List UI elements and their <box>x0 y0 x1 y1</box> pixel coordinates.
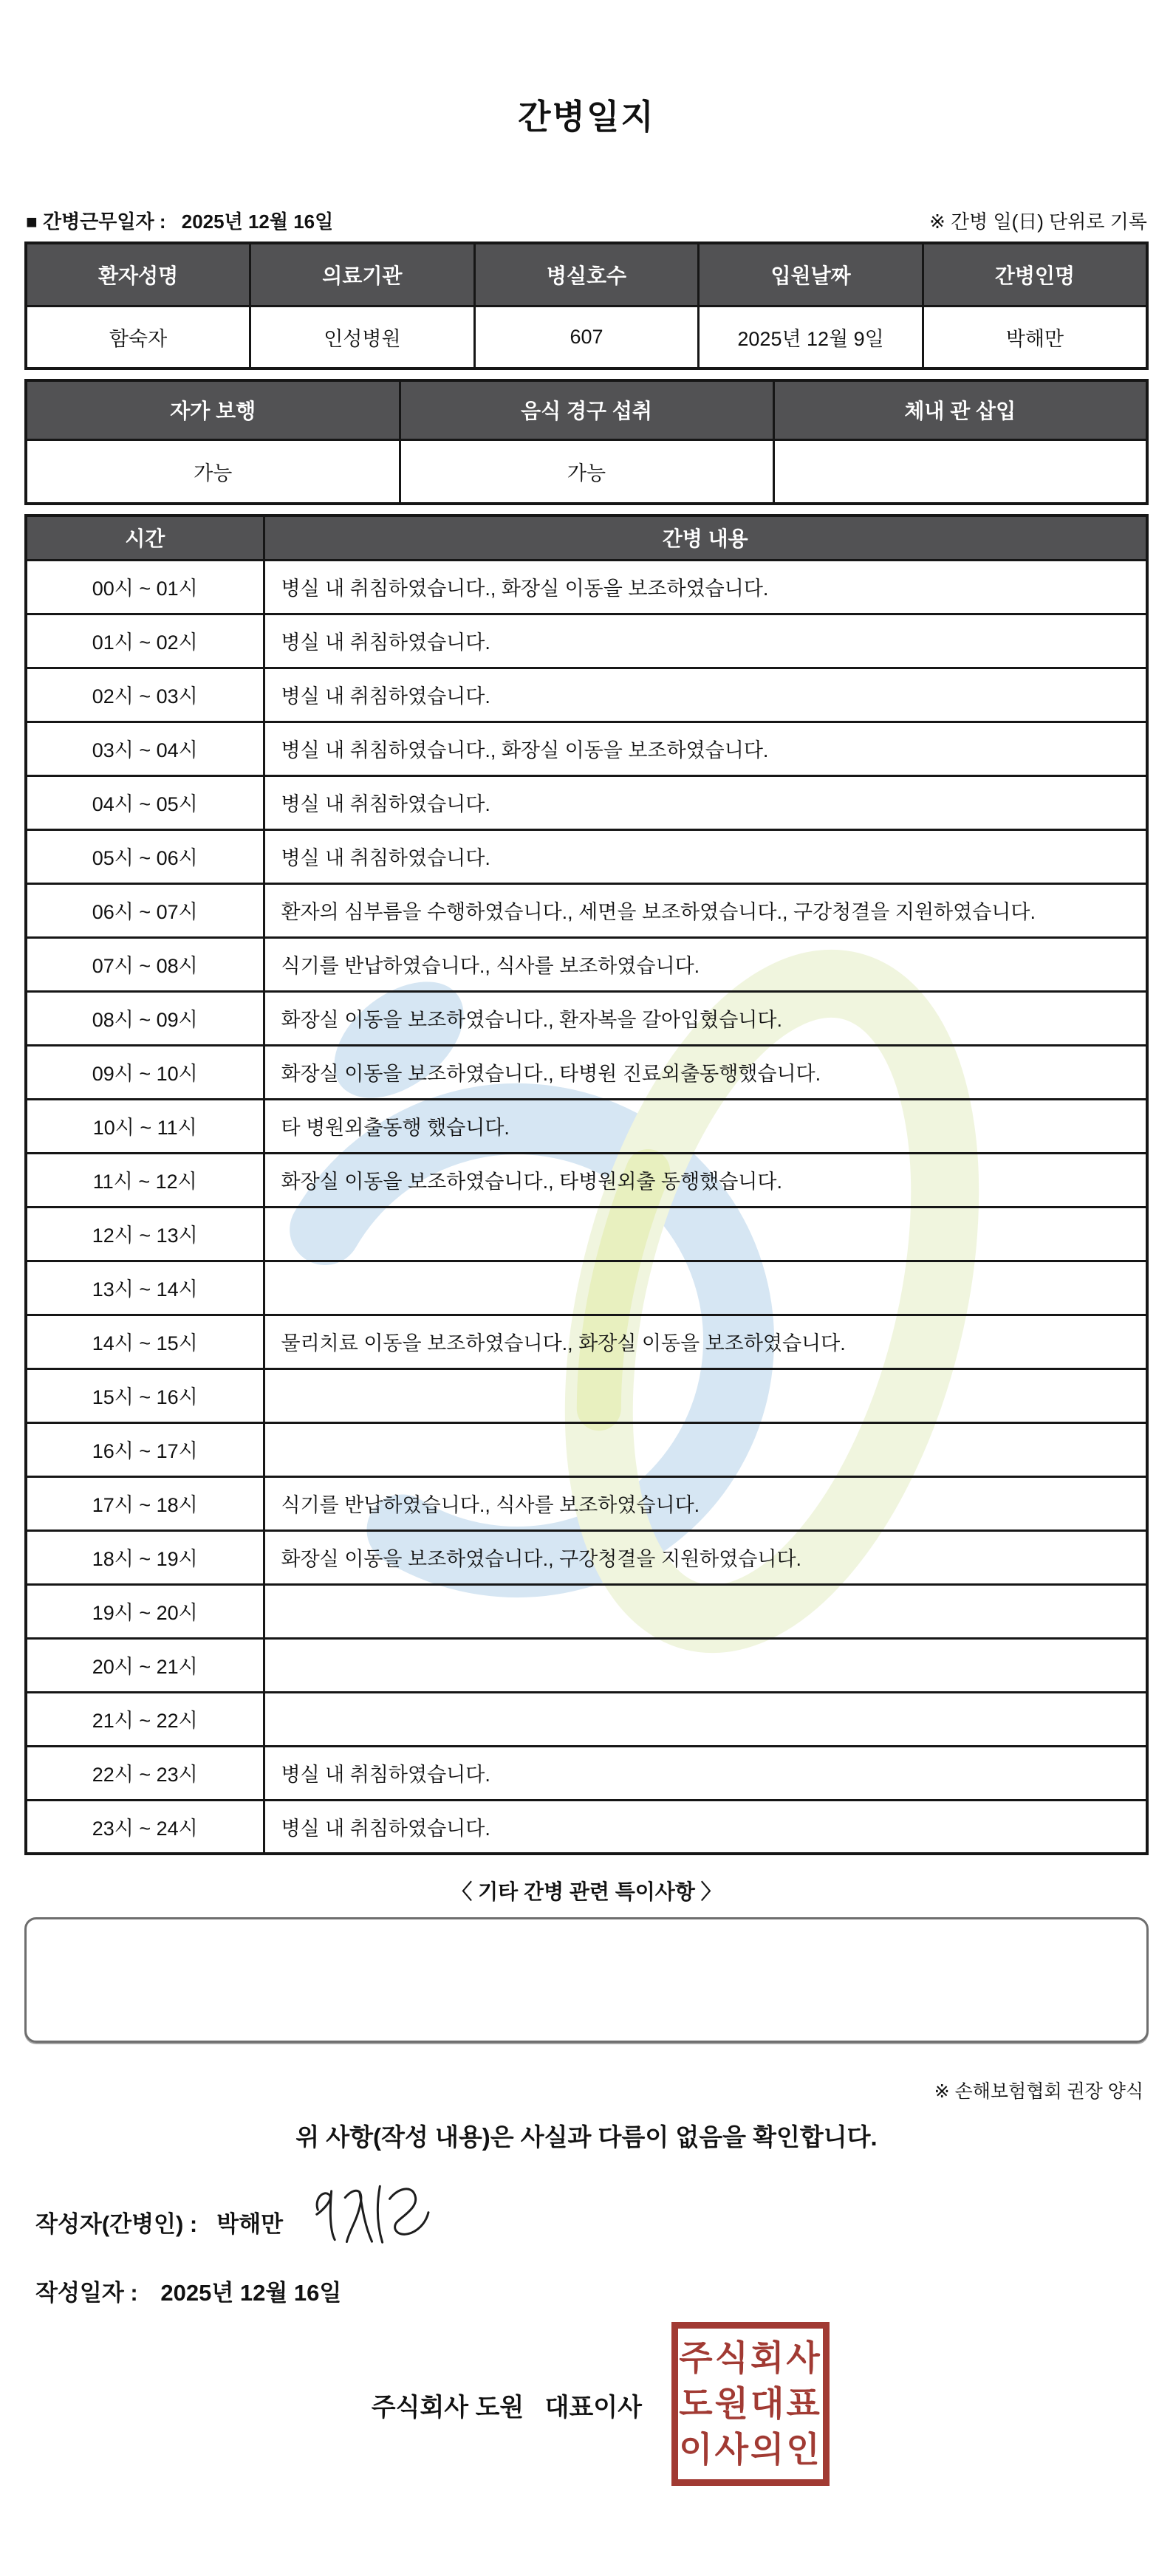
table-row <box>26 1207 1147 1261</box>
time-range-cell: 00시 ~ 01시 <box>26 560 264 614</box>
table-row <box>26 1153 1147 1207</box>
time-range-cell: 09시 ~ 10시 <box>26 1045 264 1099</box>
table-row <box>26 1261 1147 1315</box>
notes-box <box>24 1917 1149 2043</box>
status-value-row <box>26 439 1147 504</box>
header-time: 시간 <box>26 515 264 560</box>
care-content-cell <box>264 1422 1147 1476</box>
table-row <box>26 1530 1147 1584</box>
value-room-number: 607 <box>474 306 699 369</box>
table-row <box>26 1368 1147 1422</box>
written-date-value: 2025년 12월 16일 <box>160 2280 342 2306</box>
header-patient-name: 환자성명 <box>26 243 250 306</box>
value-self-walking: 가능 <box>26 439 400 504</box>
company-ceo-line: 주식회사 도원 대표이사 <box>371 2394 642 2422</box>
value-tube-insertion <box>773 439 1147 504</box>
table-row <box>26 614 1147 668</box>
patient-info-table <box>24 242 1149 370</box>
time-range-cell: 12시 ~ 13시 <box>26 1207 264 1261</box>
time-range-cell: 14시 ~ 15시 <box>26 1315 264 1368</box>
table-row <box>26 668 1147 722</box>
table-row <box>26 1746 1147 1800</box>
header-medical-institution: 의료기관 <box>250 243 475 306</box>
written-date-label: 작성일자 : <box>35 2280 138 2306</box>
table-row <box>26 883 1147 937</box>
header-self-walking: 자가 보행 <box>26 380 400 439</box>
care-content-cell: 병실 내 취침하였습니다. <box>264 1746 1147 1800</box>
square-bullet-icon: ■ <box>26 210 38 233</box>
value-caregiver-name: 박해만 <box>923 306 1147 369</box>
time-range-cell: 05시 ~ 06시 <box>26 829 264 883</box>
time-range-cell: 17시 ~ 18시 <box>26 1476 264 1530</box>
care-content-cell: 병실 내 취침하였습니다. <box>264 614 1147 668</box>
header-care-content: 간병 내용 <box>264 515 1147 560</box>
value-oral-intake: 가능 <box>400 439 773 504</box>
header-caregiver-name: 간병인명 <box>923 243 1147 306</box>
care-content-cell <box>264 1692 1147 1746</box>
time-range-cell: 02시 ~ 03시 <box>26 668 264 722</box>
time-range-cell: 08시 ~ 09시 <box>26 991 264 1045</box>
care-content-cell: 식기를 반납하였습니다., 식사를 보조하였습니다. <box>264 937 1147 991</box>
time-range-cell: 19시 ~ 20시 <box>26 1584 264 1638</box>
time-range-cell: 16시 ~ 17시 <box>26 1422 264 1476</box>
care-content-cell: 식기를 반납하였습니다., 식사를 보조하였습니다. <box>264 1476 1147 1530</box>
stamp-line-3: 이사의인 <box>679 2430 822 2469</box>
care-content-cell: 화장실 이동을 보조하였습니다., 구강청결을 지원하였습니다. <box>264 1530 1147 1584</box>
table-row <box>26 1476 1147 1530</box>
care-content-cell: 화장실 이동을 보조하였습니다., 타병원 진료외출동행했습니다. <box>264 1045 1147 1099</box>
table-row <box>26 560 1147 614</box>
written-date-line <box>35 2274 1173 2307</box>
page-title: 간병일지 <box>518 97 655 136</box>
table-row <box>26 722 1147 775</box>
writer-line <box>35 2191 1173 2252</box>
time-range-cell: 20시 ~ 21시 <box>26 1638 264 1692</box>
care-content-cell <box>264 1584 1147 1638</box>
time-range-cell: 07시 ~ 08시 <box>26 937 264 991</box>
care-content-cell <box>264 1368 1147 1422</box>
care-content-cell: 화장실 이동을 보조하였습니다., 타병원외출 동행했습니다. <box>264 1153 1147 1207</box>
care-content-cell: 병실 내 취침하였습니다. <box>264 829 1147 883</box>
work-date-value: 2025년 12월 16일 <box>181 210 334 233</box>
header-admission-date: 입원날짜 <box>699 243 923 306</box>
table-row <box>26 1315 1147 1368</box>
meta-row <box>26 207 1147 234</box>
writer-label: 작성자(간병인) : <box>35 2210 198 2237</box>
confirmation-statement: 위 사항(작성 내용)은 사실과 다름이 없음을 확인합니다. <box>295 2123 878 2151</box>
work-date-label: 간병근무일자 : <box>42 210 166 233</box>
care-content-cell: 병실 내 취침하였습니다. <box>264 668 1147 722</box>
time-range-cell: 10시 ~ 11시 <box>26 1099 264 1153</box>
time-range-cell: 03시 ~ 04시 <box>26 722 264 775</box>
time-range-cell: 21시 ~ 22시 <box>26 1692 264 1746</box>
care-log-table <box>24 514 1149 1855</box>
time-range-cell: 01시 ~ 02시 <box>26 614 264 668</box>
stamp-line-1: 주식회사 <box>679 2338 822 2377</box>
unit-note: ※ 간병 일(日) 단위로 기록 <box>929 210 1147 233</box>
header-tube-insertion: 체내 관 삽입 <box>773 380 1147 439</box>
table-row <box>26 937 1147 991</box>
table-row <box>26 775 1147 829</box>
value-medical-institution: 인성병원 <box>250 306 475 369</box>
care-content-cell: 물리치료 이동을 보조하였습니다., 화장실 이동을 보조하였습니다. <box>264 1315 1147 1368</box>
care-content-cell: 병실 내 취침하였습니다. <box>264 775 1147 829</box>
care-log-header-row <box>26 515 1147 560</box>
table-row <box>26 1692 1147 1746</box>
time-range-cell: 11시 ~ 12시 <box>26 1153 264 1207</box>
care-content-cell <box>264 1207 1147 1261</box>
time-range-cell: 23시 ~ 24시 <box>26 1800 264 1854</box>
care-content-cell: 환자의 심부름을 수행하였습니다., 세면을 보조하였습니다., 구강청결을 지원하였습니다. <box>264 883 1147 937</box>
stamp-line-2: 도원대표 <box>679 2384 822 2423</box>
time-range-cell: 06시 ~ 07시 <box>26 883 264 937</box>
care-content-cell <box>264 1638 1147 1692</box>
corporate-seal-stamp <box>671 2322 830 2486</box>
patient-status-table <box>24 379 1149 505</box>
patient-info-header-row <box>26 243 1147 306</box>
header-room-number: 병실호수 <box>474 243 699 306</box>
care-content-cell: 병실 내 취침하였습니다., 화장실 이동을 보조하였습니다. <box>264 722 1147 775</box>
table-row <box>26 1638 1147 1692</box>
table-row <box>26 829 1147 883</box>
table-row <box>26 991 1147 1045</box>
care-log-body <box>26 560 1147 1854</box>
company-block <box>0 2313 1173 2501</box>
header-oral-intake: 음식 경구 섭취 <box>400 380 773 439</box>
handwritten-signature <box>306 2174 440 2256</box>
time-range-cell: 22시 ~ 23시 <box>26 1746 264 1800</box>
care-content-cell: 타 병원외출동행 했습니다. <box>264 1099 1147 1153</box>
table-row <box>26 1099 1147 1153</box>
time-range-cell: 15시 ~ 16시 <box>26 1368 264 1422</box>
notes-section-title: 〈 기타 간병 관련 특이사항 〉 <box>451 1880 722 1903</box>
status-header-row <box>26 380 1147 439</box>
writer-name: 박해만 <box>216 2210 284 2237</box>
table-row <box>26 1584 1147 1638</box>
care-content-cell: 병실 내 취침하였습니다. <box>264 1800 1147 1854</box>
care-content-cell: 화장실 이동을 보조하였습니다., 환자복을 갈아입혔습니다. <box>264 991 1147 1045</box>
value-admission-date: 2025년 12월 9일 <box>699 306 923 369</box>
time-range-cell: 13시 ~ 14시 <box>26 1261 264 1315</box>
care-content-cell <box>264 1261 1147 1315</box>
form-note: ※ 손해보험협회 권장 양식 <box>934 2081 1143 2102</box>
value-patient-name: 함숙자 <box>26 306 250 369</box>
time-range-cell: 18시 ~ 19시 <box>26 1530 264 1584</box>
table-row <box>26 1422 1147 1476</box>
table-row <box>26 1800 1147 1854</box>
time-range-cell: 04시 ~ 05시 <box>26 775 264 829</box>
table-row <box>26 1045 1147 1099</box>
care-content-cell: 병실 내 취침하였습니다., 화장실 이동을 보조하였습니다. <box>264 560 1147 614</box>
work-date-line <box>26 207 333 234</box>
patient-info-value-row <box>26 306 1147 369</box>
